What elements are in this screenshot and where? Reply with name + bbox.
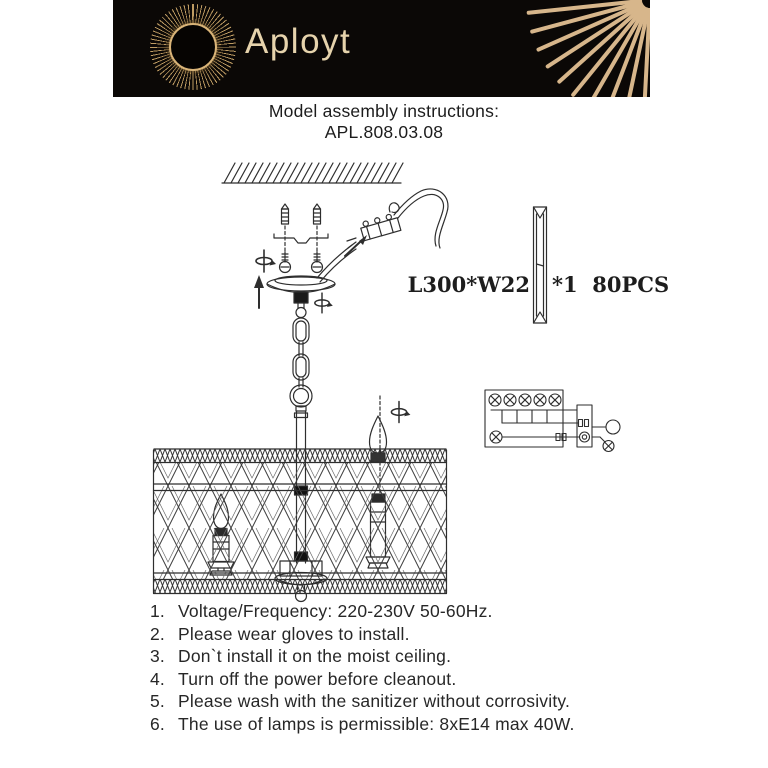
crystal-strip-qty-label: *1 80PCS (552, 272, 670, 297)
wire-connector (317, 189, 448, 282)
lift-arrow-icon (254, 275, 264, 308)
instruction-number: 1. (150, 601, 165, 621)
assembly-diagram (0, 150, 768, 606)
canopy (267, 276, 335, 318)
model-number: APL.808.03.08 (324, 122, 444, 142)
drum-shade (154, 449, 447, 594)
rotate-icon (315, 293, 333, 313)
instruction-item (150, 648, 690, 666)
rotate-icon (391, 402, 410, 423)
instruction-number: 5. (150, 691, 165, 712)
instruction-text: Voltage/Frequency: 220-230V 50-60Hz. (178, 601, 493, 621)
page-title: Model assembly instructions: (268, 101, 500, 121)
instruction-text: Please wash with the sanitizer without corrosivity. (178, 691, 571, 712)
title-block (0, 101, 768, 143)
instruction-item (150, 713, 690, 734)
instruction-number: 3. (150, 646, 165, 667)
instruction-text: The use of lamps is permissible: 8xE14 max 40W. (178, 713, 575, 734)
instruction-text: Please wear gloves to install. (178, 623, 410, 644)
instruction-number: 4. (150, 668, 165, 689)
instruction-item (150, 603, 690, 621)
instruction-item (150, 623, 690, 644)
lamp-symbols (489, 394, 561, 406)
mounting-bracket (274, 234, 328, 243)
instruction-item (150, 693, 690, 711)
instruction-number: 2. (150, 623, 165, 644)
rotate-icon (256, 250, 276, 272)
ceiling-hatch (222, 163, 403, 183)
instruction-number: 6. (150, 713, 165, 734)
logo-center-disc (169, 23, 217, 71)
wiring-diagram (485, 390, 620, 452)
hanging-ring (290, 385, 312, 411)
brand-name: Aployt (245, 22, 352, 61)
instruction-item (150, 668, 690, 689)
instruction-text: Don`t install it on the moist ceiling. (178, 646, 452, 667)
crystal-strip (534, 207, 547, 323)
crystal-strip-size-label: L300*W22 (407, 272, 530, 297)
chain (293, 318, 309, 387)
brand-banner (113, 0, 650, 97)
instructions-list (150, 603, 690, 739)
instruction-text: Turn off the power before cleanout. (178, 668, 457, 689)
